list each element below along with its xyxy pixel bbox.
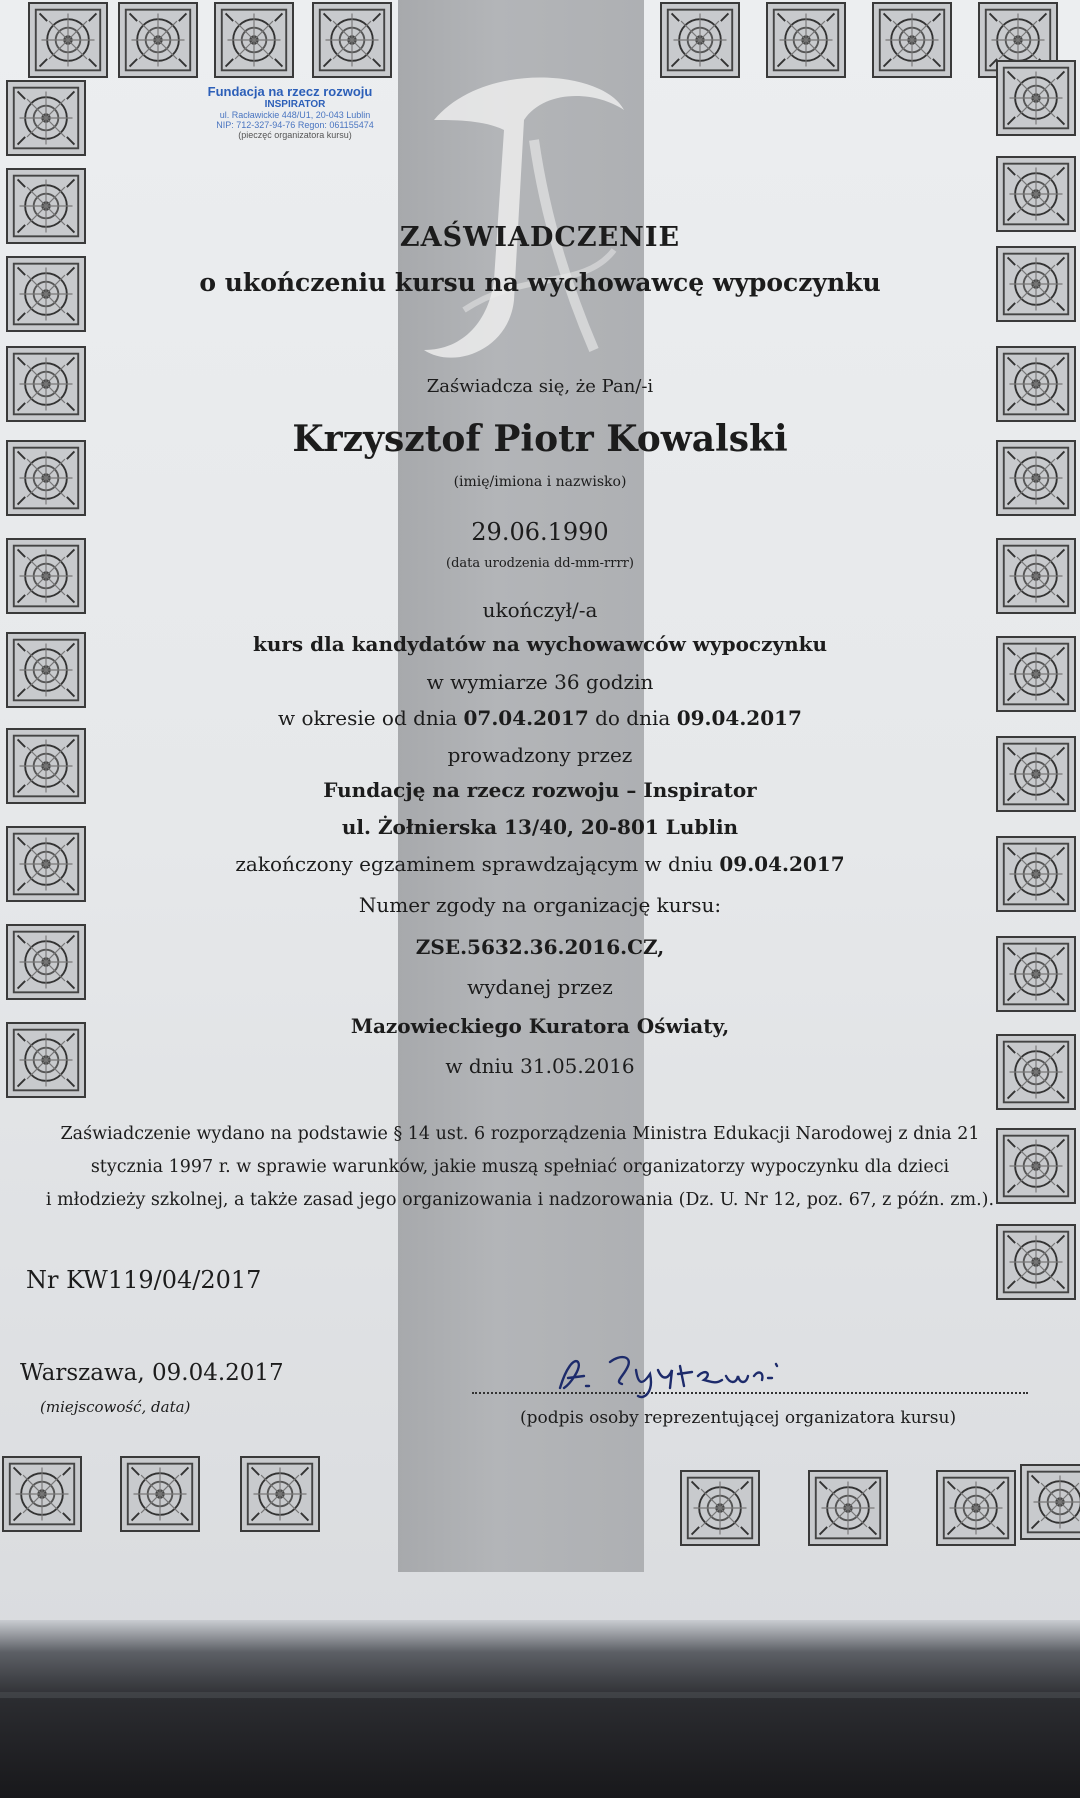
border-ornament-tile <box>766 2 846 78</box>
place-date: Warszawa, 09.04.2017 <box>20 1360 284 1386</box>
period-from: 07.04.2017 <box>463 706 589 730</box>
sleeve-seam <box>0 1692 1080 1698</box>
certificate-number: Nr KW119/04/2017 <box>26 1266 262 1294</box>
period-to: 09.04.2017 <box>676 706 802 730</box>
completed-text: ukończył/-a <box>482 598 598 622</box>
legal-line-3: i młodzieży szkolnej, a także zasad jego organizowania i nadzorowania (Dz. U. Nr 12, poz. 67, z późn. zm.). <box>45 1190 995 1210</box>
consent-number: ZSE.5632.36.2016.CZ, <box>415 935 665 959</box>
border-ornament-tile <box>936 1470 1016 1546</box>
consent-label: Numer zgody na organizację kursu: <box>358 893 722 917</box>
course-name: kurs dla kandydatów na wychowawców wypoczynku <box>252 632 828 656</box>
border-ornament-tile <box>996 156 1076 232</box>
issued-by-label: wydanej przez <box>467 975 613 999</box>
border-ornament-tile <box>6 80 86 156</box>
stamp-line-4: NIP: 712-327-94-76 Regon: 061155474 <box>216 120 374 130</box>
border-ornament-tile <box>214 2 294 78</box>
organizer-address: ul. Żołnierska 13/40, 20-801 Lublin <box>341 815 739 839</box>
legal-line-2: stycznia 1997 r. w sprawie warunków, jakie muszą spełniać organizatorzy wypoczynku dla dzieci <box>90 1157 950 1177</box>
stamp-line-1: Fundacja na rzecz rozwoju <box>207 84 373 99</box>
border-ornament-tile <box>120 1456 200 1532</box>
border-ornament-tile <box>996 60 1076 136</box>
exam-prefix: zakończony egzaminem sprawdzającym w dniu <box>235 852 713 876</box>
legal-line-1: Zaświadczenie wydano na podstawie § 14 ust. 6 rozporządzenia Ministra Edukacji Narodowej z dnia 21 <box>60 1124 980 1144</box>
name-caption: (imię/imiona i nazwisko) <box>453 474 627 490</box>
organizer-name: Fundację na rzecz rozwoju – Inspirator <box>323 778 757 802</box>
handwritten-signature <box>540 1340 830 1400</box>
stamp-line-3: ul. Racławickie 448/U1, 20-043 Lublin <box>219 110 371 120</box>
place-date-caption: (miejscowość, data) <box>40 1398 191 1416</box>
border-ornament-tile <box>118 2 198 78</box>
intro-text: Zaświadcza się, że Pan/-i <box>426 376 654 397</box>
border-ornament-tile <box>872 2 952 78</box>
border-ornament-tile <box>680 1470 760 1546</box>
exam-date: 09.04.2017 <box>719 852 845 876</box>
border-ornament-tile <box>2 1456 82 1532</box>
border-ornament-tile <box>28 2 108 78</box>
issued-on: w dniu 31.05.2016 <box>445 1054 635 1078</box>
stamp-line-2: INSPIRATOR <box>264 99 326 110</box>
exam-line <box>0 852 1080 876</box>
conducted-by: prowadzony przez <box>447 743 633 767</box>
border-ornament-tile <box>1020 1464 1080 1540</box>
stamp-caption: (pieczęć organizatora kursu) <box>238 130 352 140</box>
border-ornament-tile <box>240 1456 320 1532</box>
birth-caption: (data urodzenia dd-mm-rrrr) <box>446 556 634 571</box>
border-ornament-tile <box>312 2 392 78</box>
course-period <box>0 706 1080 730</box>
period-prefix: w okresie od dnia <box>278 706 458 730</box>
issued-by: Mazowieckiego Kuratora Oświaty, <box>350 1014 730 1038</box>
period-mid: do dnia <box>595 706 671 730</box>
plastic-sleeve-edge <box>0 1620 1080 1798</box>
organizer-stamp <box>120 84 440 140</box>
document-title: ZAŚWIADCZENIE <box>399 222 681 253</box>
legal-basis <box>20 1118 1020 1217</box>
course-hours: w wymiarze 36 godzin <box>426 670 654 694</box>
border-ornament-tile <box>808 1470 888 1546</box>
birth-date: 29.06.1990 <box>471 518 609 546</box>
border-ornament-tile <box>660 2 740 78</box>
border-ornament-tile <box>996 1224 1076 1300</box>
document-subtitle: o ukończeniu kursu na wychowawcę wypoczynku <box>199 268 881 297</box>
signature-caption: (podpis osoby reprezentującej organizatora kursu) <box>520 1408 957 1428</box>
recipient-name: Krzysztof Piotr Kowalski <box>292 418 788 460</box>
